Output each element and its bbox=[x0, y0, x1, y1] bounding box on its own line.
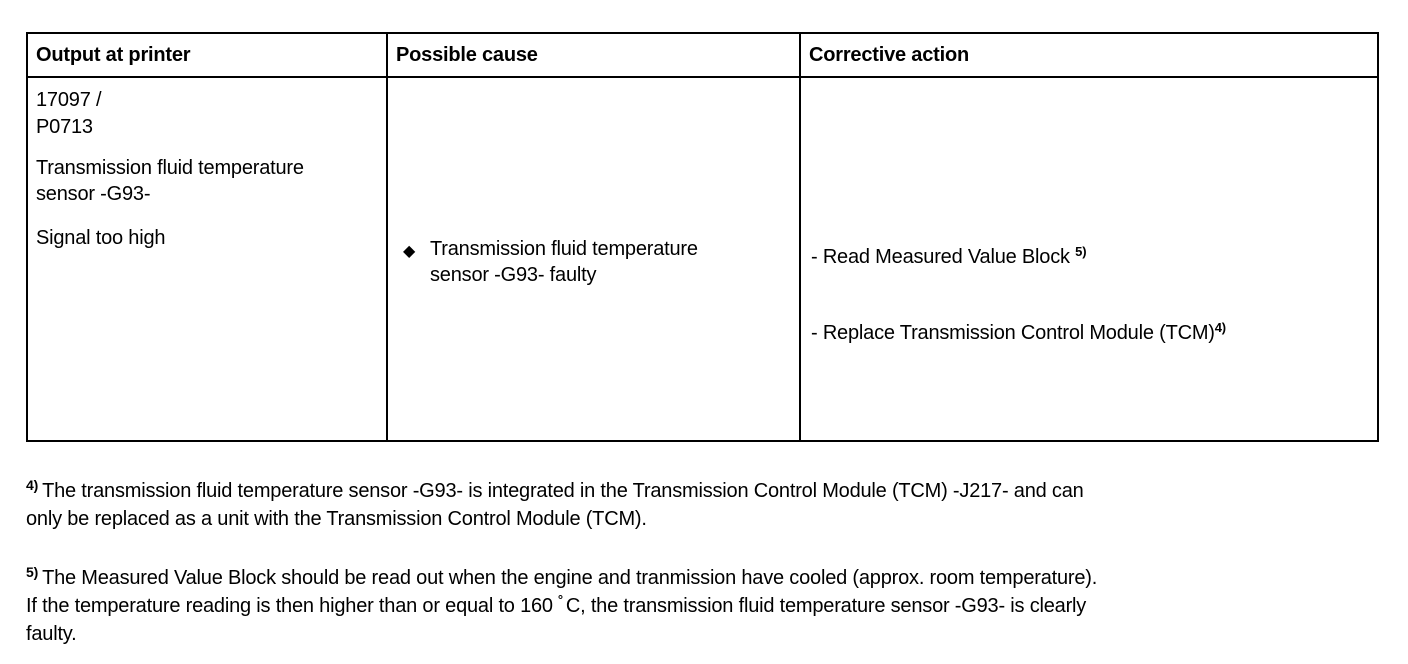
footnote-5 bbox=[26, 564, 1396, 648]
footnote-4-line1: The transmission fluid temperature sensor -G93- is integrated in the Transmission Control Module (TCM) -J217- and can bbox=[42, 480, 1084, 502]
header-divider bbox=[28, 76, 1377, 78]
footnote-4-mark: 4) bbox=[26, 477, 39, 493]
action1-footnote-ref: 5) bbox=[1075, 244, 1087, 259]
footnote-5-line1: The Measured Value Block should be read out when the engine and tranmission have cooled (approx. room temperature). bbox=[42, 567, 1098, 589]
component-line1: Transmission fluid temperature bbox=[36, 157, 304, 179]
output-cell bbox=[36, 87, 381, 251]
component-line2: sensor -G93- bbox=[36, 183, 151, 205]
column-divider-1 bbox=[386, 34, 388, 440]
header-output-at-printer: Output at printer bbox=[36, 44, 191, 66]
diagnostic-table bbox=[26, 32, 1379, 442]
action-read-measured-value-block bbox=[811, 244, 1371, 270]
footnote-4 bbox=[26, 477, 1396, 533]
footnote-5-line3: faulty. bbox=[26, 623, 77, 645]
footnote-5-line2b: C, the transmission fluid temperature sensor -G93- is clearly bbox=[565, 595, 1087, 617]
action1-text: - Read Measured Value Block bbox=[811, 246, 1070, 268]
degree-symbol: ° bbox=[557, 592, 563, 607]
cause-line1: Transmission fluid temperature bbox=[430, 238, 698, 260]
fault-code-line1: 17097 / bbox=[36, 89, 102, 111]
action2-text: - Replace Transmission Control Module (TCM) bbox=[811, 322, 1215, 344]
bullet-icon: ◆ bbox=[403, 243, 416, 260]
cause-cell bbox=[430, 236, 790, 288]
footnote-5-mark: 5) bbox=[26, 564, 39, 580]
column-divider-2 bbox=[799, 34, 801, 440]
header-corrective-action: Corrective action bbox=[809, 44, 969, 66]
action-replace-tcm bbox=[811, 320, 1371, 346]
footnote-4-line2: only be replaced as a unit with the Transmission Control Module (TCM). bbox=[26, 508, 647, 530]
cause-line2: sensor -G93- faulty bbox=[430, 264, 597, 286]
footnote-5-line2a: If the temperature reading is then higher than or equal to 160 bbox=[26, 595, 553, 617]
fault-signal: Signal too high bbox=[36, 227, 166, 249]
action2-footnote-ref: 4) bbox=[1214, 320, 1226, 335]
header-possible-cause: Possible cause bbox=[396, 44, 538, 66]
fault-code-line2: P0713 bbox=[36, 116, 93, 138]
